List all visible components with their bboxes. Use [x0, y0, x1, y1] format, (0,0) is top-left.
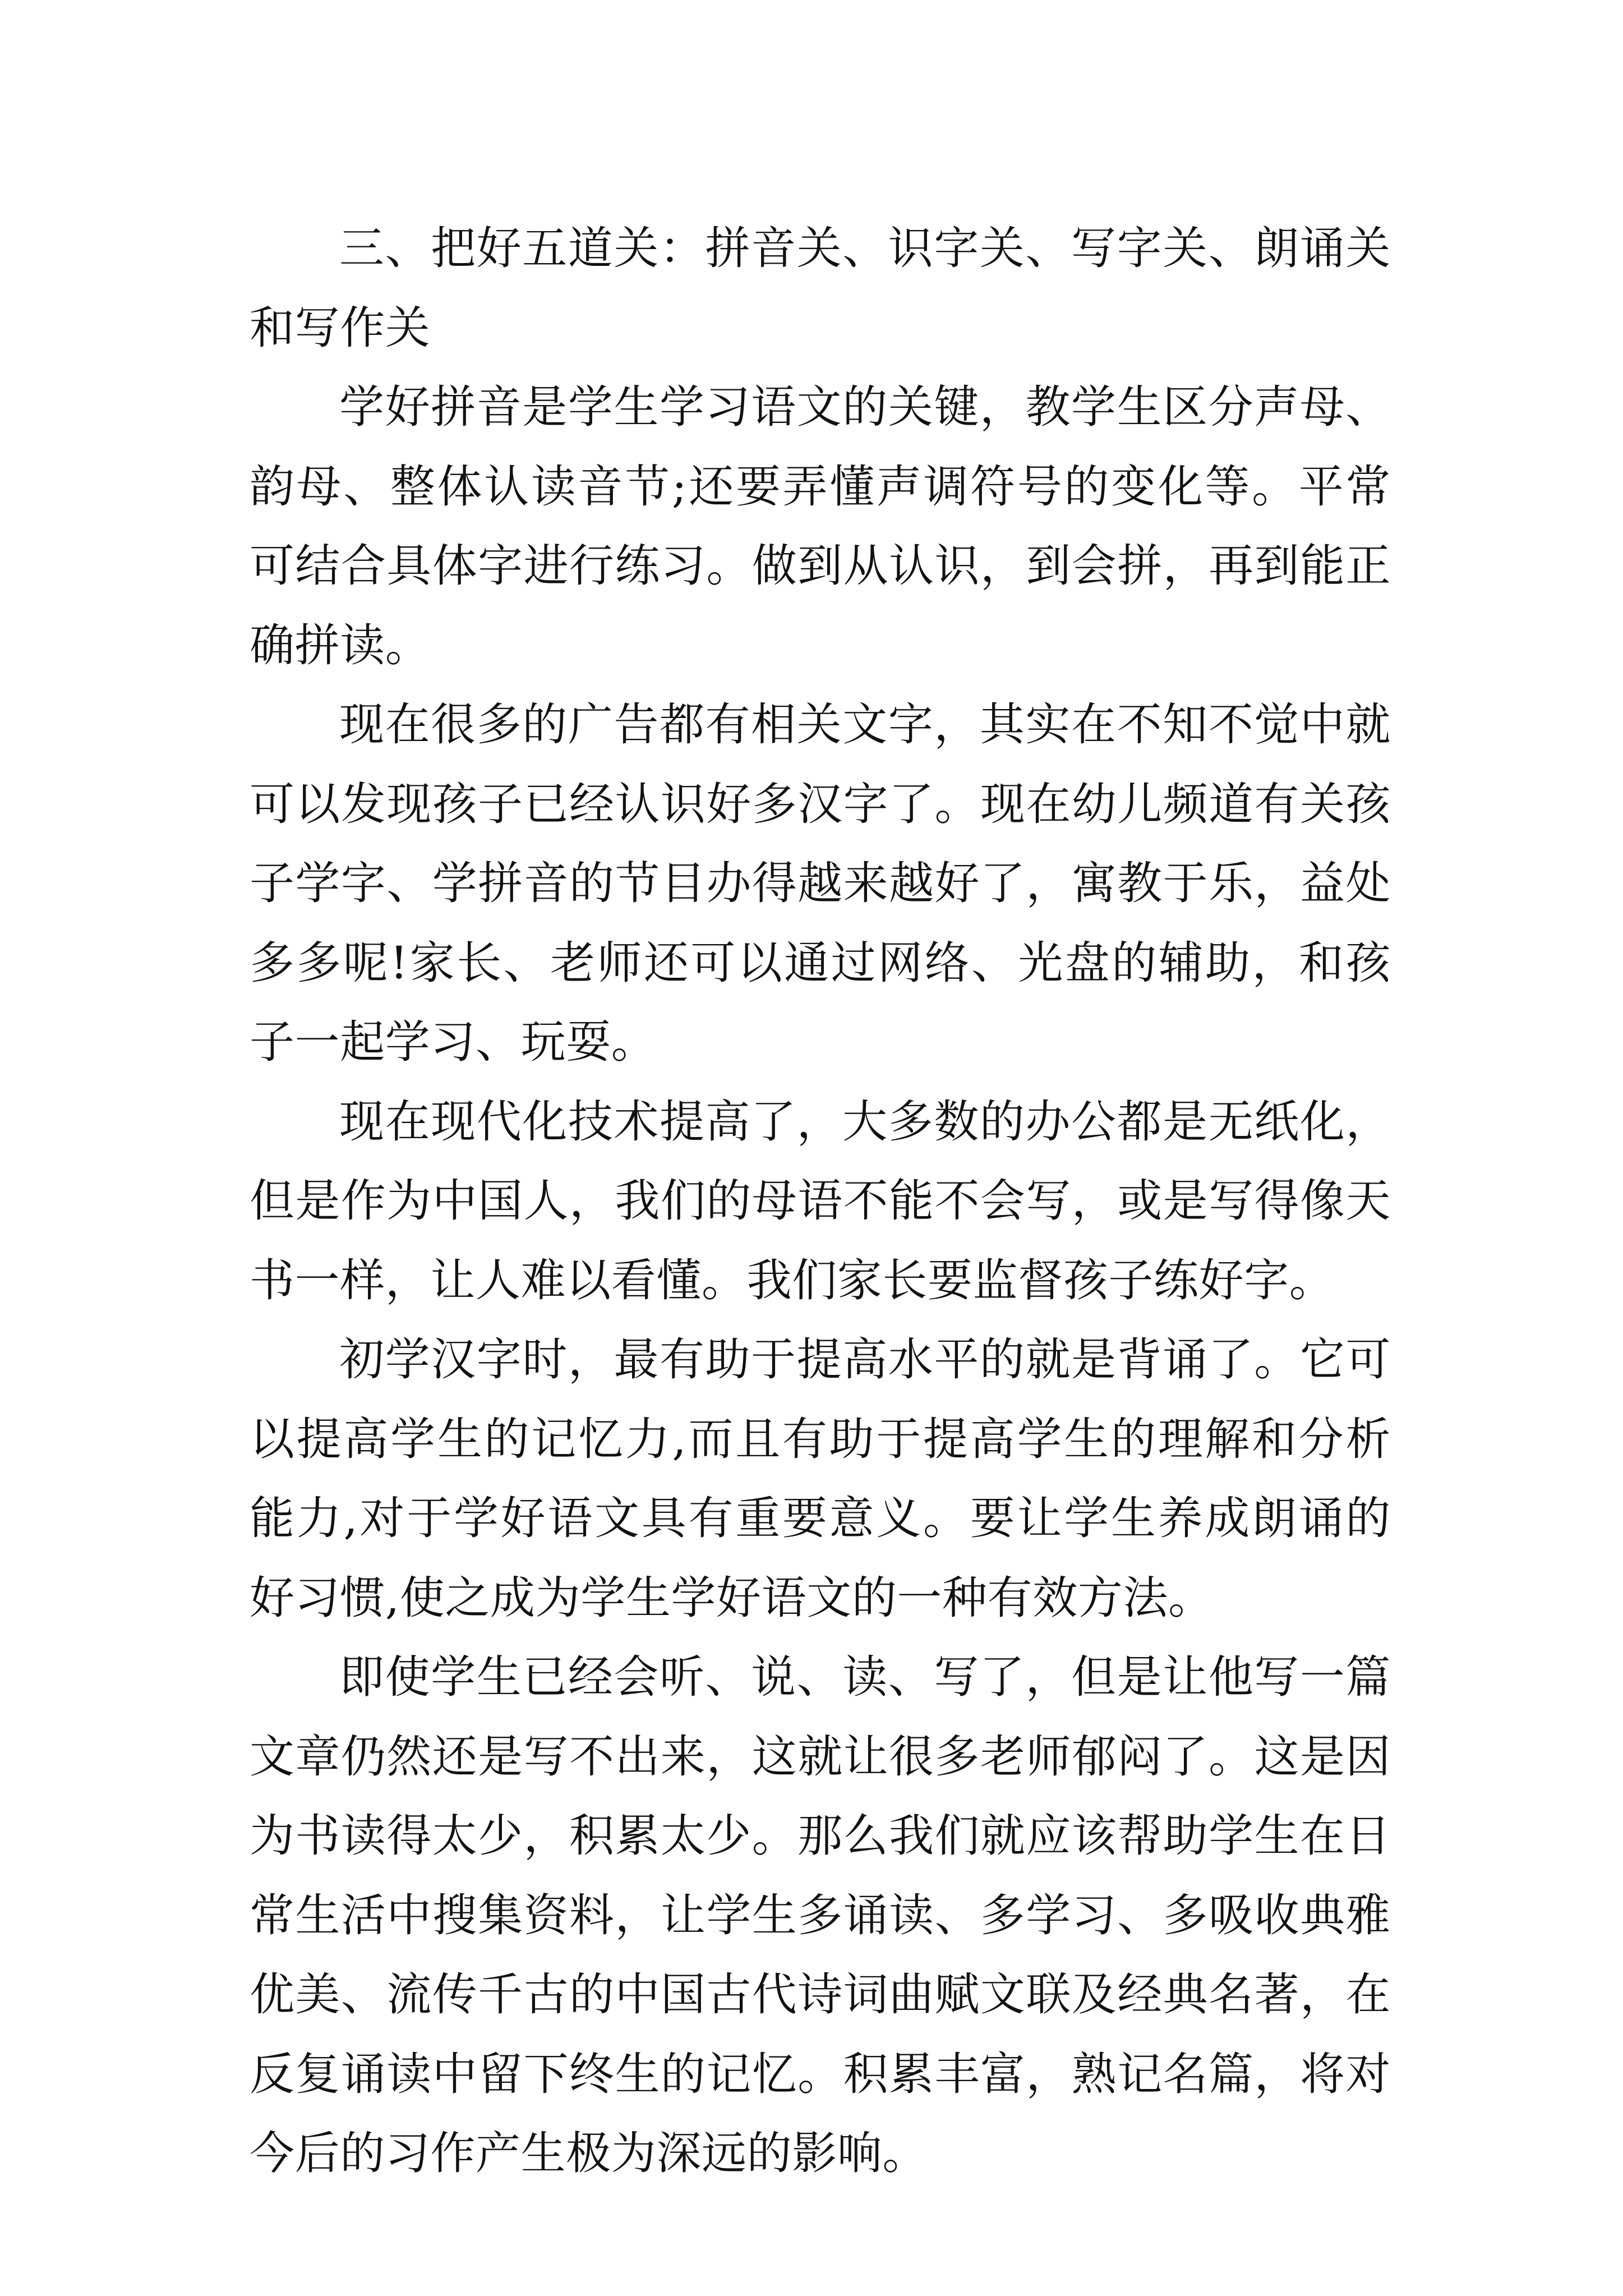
paragraph-composition: 即使学生已经会听、说、读、写了，但是让他写一篇文章仍然还是写不出来，这就让很多老师郁闷了。这是因为书读得太少，积累太少。那么我们就应该帮助学生在日常生活中搜集资料，让学生多诵读、多学习、多吸收典雅优美、流传千古的中国古代诗词曲赋文联及经典名著，在反复诵读中留下终生的记忆。积累丰富，熟记名篇，将对今后的习作产生极为深远的影响。: [250, 1651, 1391, 2179]
document-body: [250, 209, 1391, 2193]
paragraph-recitation: 初学汉字时，最有助于提高水平的就是背诵了。它可以提高学生的记忆力,而且有助于提高学生的理解和分析能力,对于学好语文具有重要意义。要让学生养成朗诵的好习惯,使之成为学生学好语文的一种有效方法。: [250, 1333, 1391, 1624]
paragraph-literacy: 现在很多的广告都有相关文字，其实在不知不觉中就可以发现孩子已经认识好多汉字了。现在幼儿频道有关孩子学字、学拼音的节目办得越来越好了，寓教于乐，益处多多呢!家长、老师还可以通过网络、光盘的辅助，和孩子一起学习、玩耍。: [250, 698, 1391, 1068]
section-heading: 三、把好五道关：拼音关、识字关、写字关、朗诵关和写作关: [250, 222, 1391, 354]
paragraph-writing-characters: 现在现代化技术提高了，大多数的办公都是无纸化，但是作为中国人，我们的母语不能不会写，或是写得像天书一样，让人难以看懂。我们家长要监督孩子练好字。: [250, 1095, 1391, 1306]
paragraph-pinyin: 学好拼音是学生学习语文的关键，教学生区分声母、韵母、整体认读音节;还要弄懂声调符号的变化等。平常可结合具体字进行练习。做到从认识，到会拼，再到能正确拼读。: [250, 381, 1391, 671]
